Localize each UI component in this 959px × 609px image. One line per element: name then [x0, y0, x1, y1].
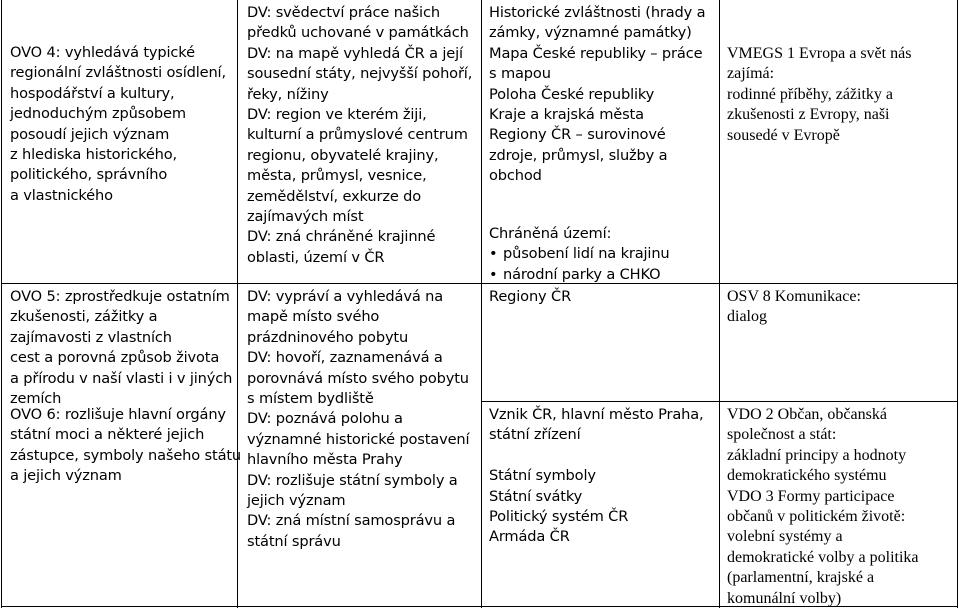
row-divider	[1, 283, 958, 284]
cell-line: Historické zvláštnosti (hrady a	[489, 4, 706, 21]
cell-line: sousedé v Evropě	[727, 126, 840, 144]
cell-line: zajímá:	[727, 65, 775, 83]
cell-line: zkušenosti, zážitky a	[10, 308, 158, 326]
cell-line: rodinné příběhy, zážitky a	[727, 85, 894, 103]
cell-line: zemědělství, exkurze do	[247, 187, 422, 205]
cell-line: zkušenosti z Evropy, naši	[727, 106, 890, 124]
cell-line: řeky, nížiny	[247, 85, 329, 103]
cell-line: DV: na mapě vyhledá ČR a její	[247, 44, 463, 62]
cell-line: zámky, významné památky)	[489, 24, 692, 42]
cell-line: s mapou	[489, 65, 551, 83]
cell-line	[489, 446, 704, 466]
cell-line: posoudí jejich význam	[10, 125, 170, 143]
cell-line: mapě místo svého	[247, 308, 380, 326]
cross-curricular-cell	[727, 287, 861, 328]
cell-line: zemích	[10, 390, 62, 408]
cell-line: politického, správního	[10, 166, 168, 184]
cell-line: hospodářství a kultury,	[10, 84, 175, 102]
cell-line: DV: rozlišuje státní symboly a	[247, 471, 458, 489]
cell-line: VDO 2 Občan, občanská	[727, 406, 887, 423]
cell-line: Regiony ČR	[489, 288, 572, 305]
cell-line: významné historické postavení	[247, 430, 470, 448]
cell-line: Poloha České republiky	[489, 85, 655, 103]
topics-cell	[489, 405, 704, 548]
cell-line: dialog	[727, 308, 767, 326]
cell-line: OSV 8 Komunikace:	[727, 288, 861, 305]
cell-line: jejich význam	[247, 492, 346, 510]
cell-line: (parlamentní, krajské a	[727, 569, 875, 587]
cell-line: DV: vypráví a vyhledává na	[247, 288, 443, 305]
cell-line: Mapa České republiky – práce	[489, 44, 703, 62]
cell-line: kulturní a průmyslové centrum	[247, 126, 468, 144]
row-divider	[481, 401, 958, 402]
cell-line: občanů v politickém životě:	[727, 508, 906, 526]
cell-line: DV: region ve kterém žiji,	[247, 106, 427, 124]
outcome-ovo4-cell	[10, 43, 226, 206]
column-divider	[237, 0, 238, 608]
outcome-ovo6-cell	[10, 405, 241, 487]
cell-line: obchod	[489, 167, 542, 185]
partial-outcomes-cell	[247, 3, 472, 268]
cell-line: OVO 4: vyhledává typické	[10, 44, 195, 61]
cell-line: cest a porovná způsob života	[10, 349, 220, 367]
cell-line: Státní symboly	[489, 467, 596, 485]
cell-line: oblasti, území v ČR	[247, 248, 385, 266]
cross-curricular-cell	[727, 44, 911, 146]
column-divider	[719, 0, 720, 608]
cross-curricular-cell	[727, 405, 919, 609]
bullet-item	[489, 244, 670, 264]
cell-line: a vlastnického	[10, 186, 113, 204]
cell-line: a přírodu v naší vlasti i v jiných	[10, 369, 233, 387]
bullet-text: národní parky a CHKO	[503, 265, 661, 283]
cell-line: DV: hovoří, zaznamenává a	[247, 349, 443, 367]
cell-line: DV: poznává polohu a	[247, 410, 403, 428]
bullet-item	[489, 265, 670, 285]
cell-line: zástupce, symboly našeho státu	[10, 446, 242, 464]
cell-line: OVO 6: rozlišuje hlavní orgány	[10, 406, 226, 423]
cell-line: DV: svědectví práce našich	[247, 4, 440, 21]
cell-line: společnost a stát:	[727, 426, 837, 444]
cell-line: DV: zná místní samosprávu a	[247, 512, 456, 530]
protected-areas-block	[489, 224, 670, 285]
bullet-text: působení lidí na krajinu	[503, 245, 670, 263]
topics-cell	[489, 287, 571, 307]
cell-line: základní principy a hodnoty	[727, 446, 907, 464]
protected-areas-title: Chráněná území:	[489, 225, 612, 242]
cell-line: VMEGS 1 Evropa a svět nás	[727, 45, 912, 62]
cell-line: z hlediska historického,	[10, 146, 178, 164]
cell-line: Vznik ČR, hlavní město Praha,	[489, 406, 704, 423]
cell-line: zajímavých míst	[247, 208, 364, 226]
cell-line: státní správu	[247, 532, 341, 550]
column-divider	[481, 0, 482, 608]
cell-line: Státní svátky	[489, 487, 583, 505]
cell-line: DV: zná chráněné krajinné	[247, 228, 436, 246]
topics-cell	[489, 3, 705, 187]
cell-line: porovnává místo svého pobytu	[247, 369, 469, 387]
cell-line: regionální zvláštnosti osídlení,	[10, 64, 226, 82]
cell-line: komunální volby)	[727, 589, 842, 607]
cell-line: demokratické volby a politika	[727, 548, 919, 566]
outcome-ovo5-cell	[10, 287, 232, 409]
column-divider	[1, 0, 2, 608]
partial-outcomes-cell	[247, 287, 469, 552]
cell-line: státní zřízení	[489, 426, 581, 444]
cell-line: prázdninového pobytu	[247, 328, 409, 346]
cell-line: zdroje, průmysl, služby a	[489, 146, 668, 164]
cell-line: OVO 5: zprostředkuje ostatním	[10, 288, 230, 305]
cell-line: zajímavosti z vlastních	[10, 328, 172, 346]
bullet-icon: •	[489, 245, 498, 263]
cell-line: Regiony ČR – surovinové	[489, 126, 666, 144]
cell-line: hlavního města Prahy	[247, 451, 403, 469]
cell-line: jednoduchým způsobem	[10, 105, 186, 123]
cell-line: města, průmysl, vesnice,	[247, 167, 427, 185]
cell-line: a jejich význam	[10, 467, 122, 485]
cell-line: Politický systém ČR	[489, 508, 629, 526]
cell-line: volební systémy a	[727, 528, 843, 546]
cell-line: Kraje a krajská města	[489, 106, 644, 124]
bullet-icon: •	[489, 265, 498, 283]
cell-line: demokratického systému	[727, 467, 887, 485]
cell-line: s místem bydliště	[247, 390, 374, 408]
cell-line: VDO 3 Formy participace	[727, 487, 895, 505]
column-divider	[957, 0, 958, 608]
cell-line: regionu, obyvatelé krajiny,	[247, 146, 439, 164]
cell-line: Armáda ČR	[489, 528, 570, 546]
cell-line: předků uchované v památkách	[247, 24, 469, 42]
cell-line: sousední státy, nejvyšší pohoří,	[247, 65, 473, 83]
cell-line: státní moci a některé jejich	[10, 426, 205, 444]
